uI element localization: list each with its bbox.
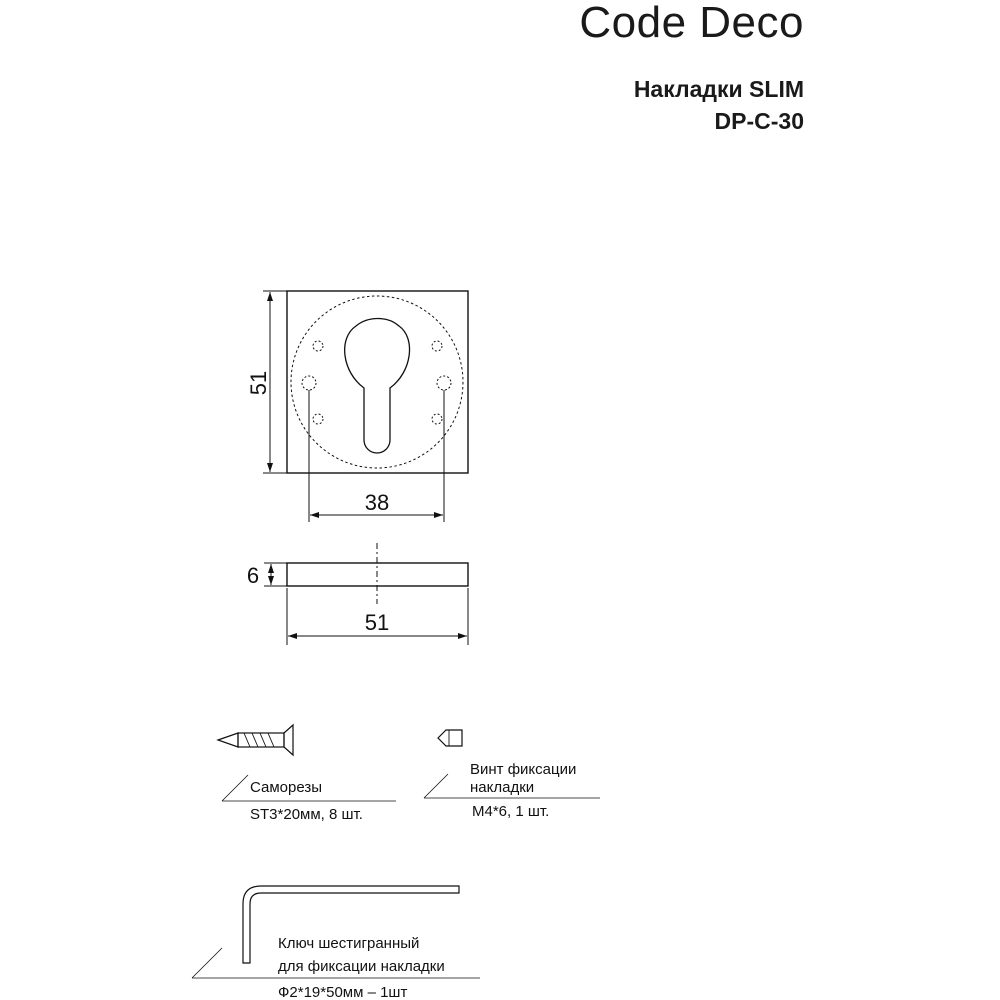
mount-hole-mid-left — [302, 376, 316, 390]
set-screw-icon — [438, 730, 462, 746]
screws-name: Саморезы — [250, 779, 323, 796]
fix-screw-name-line2: накладки — [470, 779, 535, 796]
hex-key-name-line1: Ключ шестигранный — [278, 935, 420, 952]
mount-hole-top-right — [432, 341, 442, 351]
brand-logo-text: Code Deco — [579, 0, 804, 47]
hex-key-name-line2: для фиксации накладки — [278, 958, 445, 975]
self-tapping-screw-icon — [218, 725, 293, 755]
side-view — [247, 543, 468, 645]
mount-hole-bottom-left — [313, 414, 323, 424]
key-cylinder-hole — [345, 319, 410, 454]
hex-key-spec: Ф2*19*50мм – 1шт — [278, 984, 408, 1000]
front-view — [246, 291, 468, 522]
thickness-label: 6 — [246, 563, 260, 588]
mount-hole-mid-right — [437, 376, 451, 390]
mount-hole-bottom-right — [432, 414, 442, 424]
fix-screw-accessory — [424, 730, 600, 820]
height-dimension-label: 51 — [246, 370, 271, 396]
fix-screw-name-line1: Винт фиксации — [470, 761, 577, 778]
hole-spacing-label: 38 — [364, 490, 390, 515]
product-title: Накладки SLIM — [633, 76, 804, 102]
hex-key-accessory — [192, 886, 480, 1000]
screw-accessory — [218, 725, 396, 823]
product-model: DP-C-30 — [714, 108, 804, 134]
width-label: 51 — [364, 610, 390, 635]
screws-spec: ST3*20мм, 8 шт. — [250, 806, 363, 823]
rosette-dashed-circle — [291, 296, 463, 468]
fix-screw-spec: M4*6, 1 шт. — [472, 803, 550, 820]
mount-hole-top-left — [313, 341, 323, 351]
